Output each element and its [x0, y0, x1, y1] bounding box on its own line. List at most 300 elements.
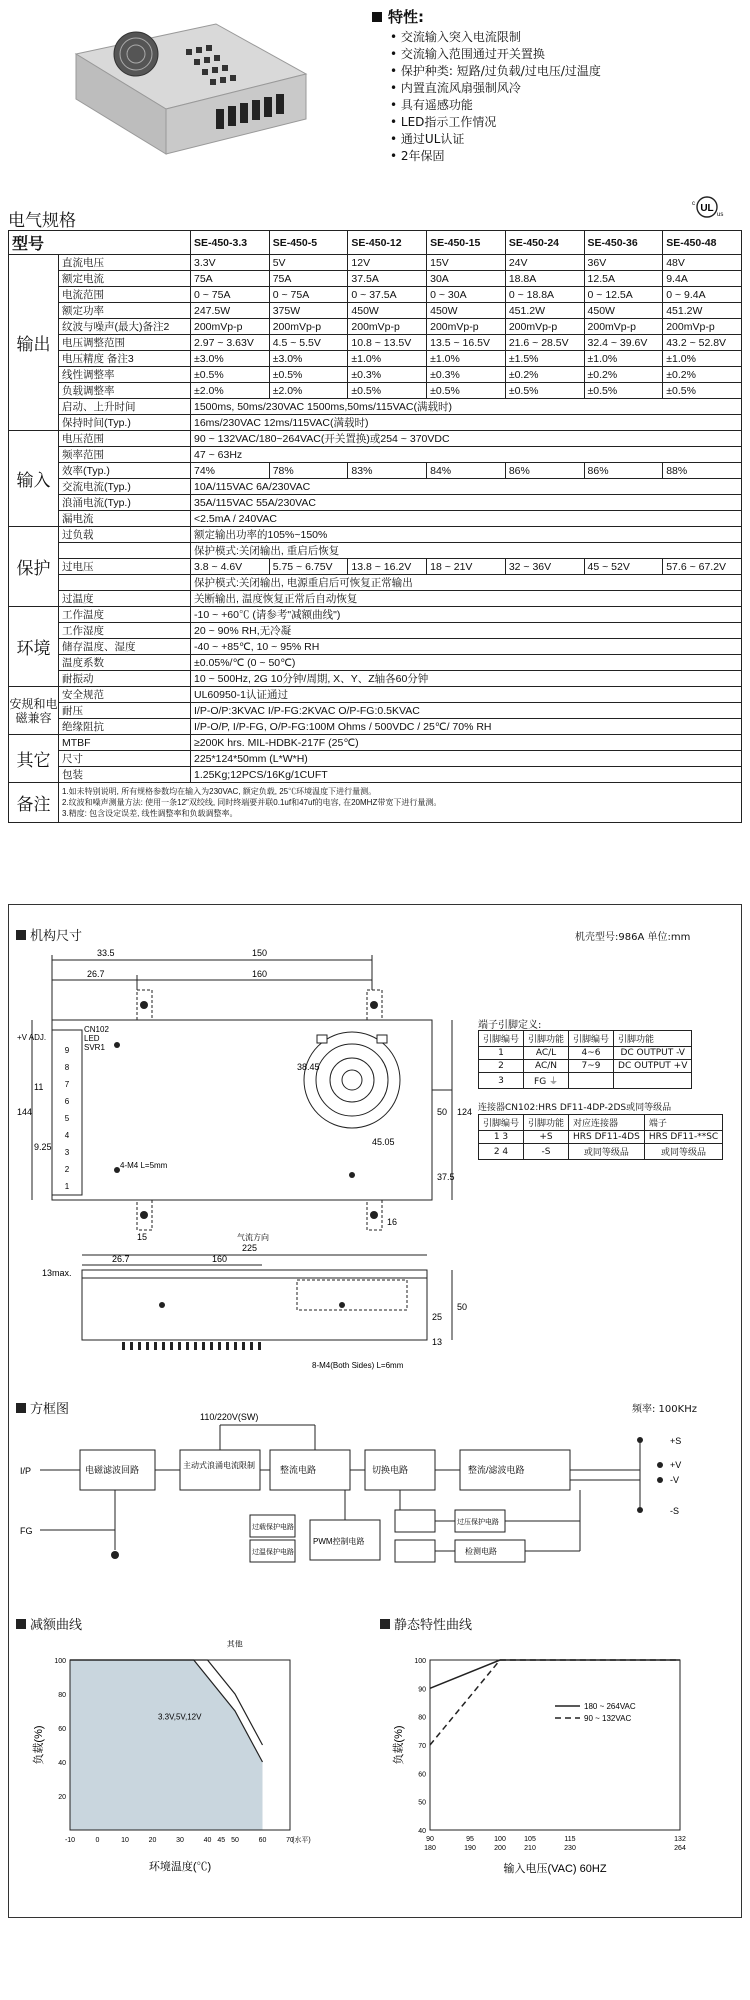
spec-cell: 工作温度 [59, 607, 191, 623]
static-title: 静态特性曲线 [394, 1618, 473, 1633]
x-tick-label: 95 [466, 1836, 474, 1843]
spec-row [9, 527, 742, 543]
dim-label: 124 [457, 1107, 473, 1117]
x-tick-label: 90 [426, 1836, 434, 1843]
spec-cell: 电压范围 [59, 431, 191, 447]
table-cell [614, 1073, 692, 1089]
output-label: -V [670, 1475, 679, 1485]
spec-row [9, 319, 742, 335]
spec-cell: 电流范围 [59, 287, 191, 303]
spec-cell: 10A/115VAC 6A/230VAC [191, 479, 742, 495]
box-olp: 过载保护电路 [252, 1524, 294, 1531]
svg-text:8: 8 [64, 1063, 70, 1072]
derating-title: 减额曲线 [30, 1618, 83, 1633]
dim-label: 45.05 [372, 1137, 395, 1147]
x-axis-label: 环境温度(℃) [148, 1861, 212, 1873]
spec-cell: ±0.5% [584, 383, 663, 399]
plot-frame [430, 1660, 680, 1830]
spec-cell: 安全规范 [59, 687, 191, 703]
spec-cell: 0 ~ 37.5A [348, 287, 427, 303]
box-switch: 切换电路 [372, 1465, 409, 1475]
table-cell: DC OUTPUT +V [614, 1060, 692, 1073]
x-tick-label: 40 [203, 1837, 212, 1844]
spec-row [9, 591, 742, 607]
product-photo [66, 14, 311, 164]
svg-text:4: 4 [64, 1131, 70, 1140]
spec-cell: 耐振动 [59, 671, 191, 687]
spec-cell: 48V [663, 255, 742, 271]
spec-cell: 绝缘阻抗 [59, 719, 191, 735]
feature-item: • 保护种类: 短路/过负载/过电压/过温度 [390, 63, 732, 80]
spec-cell: 200mVp-p [348, 319, 427, 335]
spec-cell: 10 ~ 500Hz, 2G 10分钟/周期, X、Y、Z轴各60分钟 [191, 671, 742, 687]
spec-cell: 200mVp-p [663, 319, 742, 335]
led-label: LED [84, 1034, 100, 1043]
spec-cell: UL60950-1认证通过 [191, 687, 742, 703]
table-cell: HRS DF11-4DS [569, 1131, 645, 1144]
block-diagram [20, 1410, 730, 1590]
spec-cell: 450W [584, 303, 663, 319]
spec-row [9, 735, 742, 751]
spec-row [9, 703, 742, 719]
spec-cell: 负载调整率 [59, 383, 191, 399]
x-tick-label: 210 [524, 1845, 536, 1852]
spec-row [9, 767, 742, 783]
table-row [479, 1073, 692, 1089]
box-rect: 整流电路 [280, 1465, 317, 1475]
spec-cell: ±3.0% [269, 351, 348, 367]
spec-cell: 0 ~ 30A [427, 287, 506, 303]
spec-cell: I/P-O/P, I/P-FG, O/P-FG:100M Ohms / 500VDC / 25℃/ 70% RH [191, 719, 742, 735]
spec-cell: ±3.0% [191, 351, 270, 367]
spec-cell: 3.8 ~ 4.6V [191, 559, 270, 575]
feature-item: • 交流输入突入电流限制 [390, 29, 732, 46]
spec-cell: -40 ~ +85℃, 10 ~ 95% RH [191, 639, 742, 655]
spec-cell: ±1.0% [663, 351, 742, 367]
table-cell: -S [524, 1144, 569, 1160]
x-tick-label: 264 [674, 1845, 686, 1852]
x-tick-label: 0 [95, 1837, 100, 1844]
output-label: -S [670, 1506, 679, 1516]
table-header-cell: 引脚编号 [569, 1031, 614, 1047]
spec-cell: ≥200K hrs. MIL-HDBK-217F (25℃) [191, 735, 742, 751]
note-line: 1.如未特别说明, 所有规格参数均在输入为230VAC, 额定负载, 25℃环境温度下进行量测。 [62, 787, 377, 796]
spec-cell: ±0.3% [427, 367, 506, 383]
dim-label: 225 [242, 1243, 258, 1253]
spec-cell: 32.4 ~ 39.6V [584, 335, 663, 351]
spec-row [9, 287, 742, 303]
y-axis-label: 负载(%) [393, 1725, 405, 1765]
box-inrush: 主动式浪涌电流限制 [183, 1461, 255, 1470]
spec-cell: ±1.5% [505, 351, 584, 367]
spec-cell: 90 ~ 132VAC/180~264VAC(开关置换)或254 ~ 370VDC [191, 431, 742, 447]
dim-label: 16 [387, 1217, 398, 1227]
features-title: 特性: [388, 8, 424, 26]
spec-cell: 保护模式:关闭输出, 电源重启后可恢复正常输出 [191, 575, 742, 591]
spec-cell: 储存温度、湿度 [59, 639, 191, 655]
x-tick-label: 100 [494, 1836, 506, 1843]
spec-row [9, 367, 742, 383]
spec-cell: 关断输出, 温度恢复正常后自动恢复 [191, 591, 742, 607]
spec-cell: 启动、上升时间 [59, 399, 191, 415]
feature-item: • 内置直流风扇强制风冷 [390, 80, 732, 97]
dim-label: 26.7 [112, 1254, 130, 1264]
spec-cell: 36V [584, 255, 663, 271]
table-cell: +S [524, 1131, 569, 1144]
spec-cell: 43.2 ~ 52.8V [663, 335, 742, 351]
svg-text:UL: UL [700, 203, 714, 214]
fg-label: FG [20, 1526, 33, 1536]
spec-cell: 2.97 ~ 3.63V [191, 335, 270, 351]
frequency-label: 频率: 100KHz [632, 1404, 697, 1415]
table-cell: 7~9 [569, 1060, 614, 1073]
svg-text:6: 6 [64, 1097, 70, 1106]
spec-group-label: 环境 [9, 607, 59, 687]
svg-text:5: 5 [64, 1114, 70, 1123]
spec-cell: ±0.5% [348, 383, 427, 399]
svg-text:2: 2 [64, 1165, 70, 1174]
spec-cell: 16ms/230VAC 12ms/115VAC(满载时) [191, 415, 742, 431]
square-bullet-icon [380, 1619, 390, 1629]
spec-row [9, 671, 742, 687]
spec-cell: 10.8 ~ 13.5V [348, 335, 427, 351]
x-tick-label: 115 [564, 1836, 576, 1843]
spec-cell: 线性调整率 [59, 367, 191, 383]
spec-row [9, 383, 742, 399]
x-tick-label: 132 [674, 1836, 686, 1843]
mech-title: 机构尺寸 [30, 929, 83, 944]
spec-cell: 20 ~ 90% RH,无冷凝 [191, 623, 742, 639]
table-row [479, 1144, 723, 1160]
table-cell: DC OUTPUT -V [614, 1047, 692, 1060]
spec-cell: 86% [584, 463, 663, 479]
spec-cell: 3.3V [191, 255, 270, 271]
box-ovp: 过压保护电路 [457, 1519, 499, 1526]
spec-cell: 57.6 ~ 67.2V [663, 559, 742, 575]
spec-cell: 18.8A [505, 271, 584, 287]
x-tick-label: 50 [231, 1837, 239, 1844]
spec-cell: 18 ~ 21V [427, 559, 506, 575]
spec-cell: 13.8 ~ 16.2V [348, 559, 427, 575]
feature-item: • 通过UL认证 [390, 131, 732, 148]
note-line: 3.精度: 包含设定误差, 线性调整率和负载调整率。 [62, 809, 238, 818]
spec-cell: MTBF [59, 735, 191, 751]
table-header-cell: 引脚功能 [524, 1031, 569, 1047]
dim-label: 37.5 [437, 1172, 455, 1182]
spec-cell: 451.2W [505, 303, 584, 319]
connector-table [478, 1114, 723, 1160]
spec-cell: ±0.3% [348, 367, 427, 383]
x-tick-label: 180 [424, 1845, 436, 1852]
block-title: 方框图 [30, 1402, 70, 1417]
y-tick-label: 80 [58, 1692, 66, 1699]
notes-cell [59, 783, 742, 823]
spec-cell: SE-450-5 [269, 231, 348, 255]
svr1-label: SVR1 [84, 1043, 105, 1052]
output-label: +V [670, 1460, 682, 1470]
spec-cell: 78% [269, 463, 348, 479]
spec-cell: 5V [269, 255, 348, 271]
spec-cell: 0 ~ 9.4A [663, 287, 742, 303]
table-cell: 2 [479, 1060, 524, 1073]
dim-label: 9.25 [34, 1142, 52, 1152]
dim-label: 13 [432, 1337, 443, 1347]
spec-cell: 交流电流(Typ.) [59, 479, 191, 495]
spec-cell: SE-450-15 [427, 231, 506, 255]
y-tick-label: 60 [58, 1726, 66, 1733]
spec-group-label: 其它 [9, 735, 59, 783]
x-tick-label: 30 [176, 1837, 184, 1844]
static-chart [380, 1640, 710, 1890]
square-bullet-icon [372, 12, 382, 22]
x-axis-label: 输入电压(VAC) 60HZ [503, 1863, 607, 1875]
spec-cell: 额定电流 [59, 271, 191, 287]
output-label: +S [670, 1436, 682, 1446]
spec-group-label: 输出 [9, 255, 59, 431]
x-tick-label: -10 [64, 1837, 76, 1844]
table-header-row [479, 1115, 723, 1131]
features-heading [372, 6, 732, 27]
spec-title: 电气规格 [8, 211, 76, 231]
spec-row [9, 655, 742, 671]
spec-cell: 9.4A [663, 271, 742, 287]
dim-label: 38.45 [297, 1062, 320, 1072]
dim-label: 15 [137, 1232, 148, 1242]
spec-cell: 450W [348, 303, 427, 319]
dim-label: 25 [432, 1312, 443, 1322]
spec-group-label: 输入 [9, 431, 59, 527]
spec-cell: 过温度 [59, 591, 191, 607]
svg-text:us: us [717, 212, 724, 218]
dim-label: 11 [34, 1082, 44, 1092]
spec-cell: 纹波与噪声(最大)备注2 [59, 319, 191, 335]
spec-cell: SE-450-3.3 [191, 231, 270, 255]
spec-cell: 24V [505, 255, 584, 271]
x-unit-label: (水平) [292, 1837, 311, 1844]
legend-label: 180 ~ 264VAC [584, 1702, 636, 1711]
spec-cell [59, 543, 191, 559]
spec-row [9, 751, 742, 767]
spec-row [9, 575, 742, 591]
spec-cell: 耐压 [59, 703, 191, 719]
spec-cell: 74% [191, 463, 270, 479]
connector-title: 连接器CN102:HRS DF11-4DP-2DS或同等级品 [478, 1103, 672, 1113]
spec-cell: SE-450-12 [348, 231, 427, 255]
spec-cell: 过负载 [59, 527, 191, 543]
static-heading [380, 1614, 472, 1633]
table-cell: FG ⏚ [524, 1073, 569, 1089]
x-tick-label: 105 [524, 1836, 536, 1843]
derating-area [70, 1660, 263, 1830]
spec-row [9, 415, 742, 431]
spec-cell: 1.25Kg;12PCS/16Kg/1CUFT [191, 767, 742, 783]
table-cell: 1 [479, 1047, 524, 1060]
spec-cell: 75A [269, 271, 348, 287]
legend-label: 90 ~ 132VAC [584, 1714, 632, 1723]
derating-heading [16, 1614, 82, 1633]
spec-cell: 45 ~ 52V [584, 559, 663, 575]
y-tick-label: 100 [414, 1658, 426, 1665]
vadj-label: +V ADJ. [17, 1033, 47, 1042]
spec-cell: -10 ~ +60℃ (请参考"减额曲线") [191, 607, 742, 623]
spec-cell: 32 ~ 36V [505, 559, 584, 575]
mechanical-drawing [12, 940, 482, 1390]
spec-row [9, 719, 742, 735]
dim-label: 160 [252, 969, 268, 979]
spec-cell: 200mVp-p [191, 319, 270, 335]
spec-cell: 4.5 ~ 5.5V [269, 335, 348, 351]
spec-cell: 35A/115VAC 55A/230VAC [191, 495, 742, 511]
switch-label: 110/220V(SW) [200, 1412, 259, 1422]
svg-text:3: 3 [64, 1148, 70, 1157]
table-header-cell: 端子 [644, 1115, 722, 1131]
spec-cell: ±1.0% [348, 351, 427, 367]
spec-row [9, 639, 742, 655]
spec-cell: 37.5A [348, 271, 427, 287]
spec-cell: 375W [269, 303, 348, 319]
spec-row [9, 303, 742, 319]
y-tick-label: 50 [418, 1799, 426, 1807]
y-tick-label: 90 [418, 1686, 426, 1694]
spec-cell: 450W [427, 303, 506, 319]
spec-cell: 200mVp-p [584, 319, 663, 335]
svg-text:1: 1 [64, 1182, 70, 1191]
spec-group-label: 安规和电磁兼容 [9, 687, 59, 735]
dim-label: 33.5 [97, 948, 115, 958]
spec-cell: ±0.2% [505, 367, 584, 383]
spec-cell: ±0.5% [427, 383, 506, 399]
table-cell: 或同等级品 [644, 1144, 722, 1160]
spec-cell: 尺寸 [59, 751, 191, 767]
table-cell: AC/N [524, 1060, 569, 1073]
airflow-label: 气流方向 [237, 1233, 269, 1242]
spec-cell: 15V [427, 255, 506, 271]
spec-cell: 5.75 ~ 6.75V [269, 559, 348, 575]
box-pwm: PWM控制电路 [313, 1537, 365, 1546]
spec-row [9, 463, 742, 479]
spec-cell: 12V [348, 255, 427, 271]
x-tick-label: 60 [258, 1837, 267, 1844]
x-tick-label: 45 [217, 1837, 226, 1844]
table-header-cell: 对应连接器 [569, 1115, 645, 1131]
y-tick-label: 70 [418, 1743, 426, 1750]
y-tick-label: 20 [58, 1794, 66, 1801]
spec-row [9, 447, 742, 463]
spec-cell: ±0.5% [663, 383, 742, 399]
spec-row [9, 479, 742, 495]
spec-cell: 83% [348, 463, 427, 479]
dim-label: 50 [457, 1302, 468, 1312]
box-emi: 电磁滤波回路 [85, 1465, 140, 1475]
table-header-cell: 引脚功能 [524, 1115, 569, 1131]
spec-cell: ±0.5% [191, 367, 270, 383]
svg-text:9: 9 [64, 1046, 70, 1055]
terminal-table [478, 1030, 692, 1089]
spec-cell: ±0.2% [663, 367, 742, 383]
spec-row [9, 255, 742, 271]
spec-cell: 工作湿度 [59, 623, 191, 639]
notes-row [9, 783, 742, 823]
spec-row [9, 623, 742, 639]
spec-cell: ±2.0% [269, 383, 348, 399]
table-cell: AC/L [524, 1047, 569, 1060]
cn102-label: CN102 [84, 1025, 109, 1034]
table-cell: HRS DF11-**SC [644, 1131, 722, 1144]
screw-note: 4-M4 L=5mm [120, 1161, 168, 1170]
x-tick-label: 200 [494, 1845, 506, 1852]
spec-row [9, 607, 742, 623]
x-tick-label: 10 [121, 1837, 129, 1844]
spec-cell: 0 ~ 75A [269, 287, 348, 303]
spec-cell: 过电压 [59, 559, 191, 575]
spec-cell: 75A [191, 271, 270, 287]
y-axis-label: 负载(%) [33, 1725, 45, 1765]
spec-cell: SE-450-24 [505, 231, 584, 255]
spec-row [9, 687, 742, 703]
dim-label: 150 [252, 948, 268, 958]
spec-cell: 电压调整范围 [59, 335, 191, 351]
spec-cell: ±0.05%/℃ (0 ~ 50℃) [191, 655, 742, 671]
x-tick-label: 230 [564, 1845, 576, 1852]
features-list [390, 29, 732, 165]
square-bullet-icon [16, 930, 26, 940]
spec-cell: 84% [427, 463, 506, 479]
y-tick-label: 40 [58, 1760, 66, 1767]
feature-item: • 2年保固 [390, 148, 732, 165]
dim-label: 144 [17, 1107, 33, 1117]
spec-cell: 保护模式:关闭输出, 重启后恢复 [191, 543, 742, 559]
table-header-cell: 引脚编号 [479, 1115, 524, 1131]
spec-cell: 86% [505, 463, 584, 479]
y-tick-label: 100 [54, 1658, 66, 1665]
spec-cell: 型号 [9, 231, 191, 255]
dim-label: 13max. [42, 1268, 72, 1278]
spec-cell: 13.5 ~ 16.5V [427, 335, 506, 351]
spec-row [9, 335, 742, 351]
spec-cell: 直流电压 [59, 255, 191, 271]
side-screw-note: 8-M4(Both Sides) L=6mm [312, 1361, 404, 1370]
x-tick-label: 190 [464, 1845, 476, 1852]
spec-cell: 频率范围 [59, 447, 191, 463]
features-section [372, 6, 732, 165]
table-cell: 3 [479, 1073, 524, 1089]
spec-cell: 1500ms, 50ms/230VAC 1500ms,50ms/115VAC(满载时) [191, 399, 742, 415]
spec-cell: 12.5A [584, 271, 663, 287]
dim-label: 160 [212, 1254, 228, 1264]
spec-cell: SE-450-36 [584, 231, 663, 255]
feature-item: • 具有遥感功能 [390, 97, 732, 114]
spec-cell: 0 ~ 18.8A [505, 287, 584, 303]
spec-cell: 247.5W [191, 303, 270, 319]
spec-cell: ±1.0% [584, 351, 663, 367]
spec-row [9, 431, 742, 447]
spec-cell: 包装 [59, 767, 191, 783]
spec-row [9, 559, 742, 575]
spec-cell: ±0.5% [269, 367, 348, 383]
spec-cell [59, 575, 191, 591]
y-tick-label: 40 [418, 1828, 426, 1835]
terminal-title: 端子引脚定义: [478, 1020, 542, 1031]
feature-item: • LED指示工作情况 [390, 114, 732, 131]
spec-cell: 225*124*50mm (L*W*H) [191, 751, 742, 767]
spec-cell: 88% [663, 463, 742, 479]
table-header-cell: 引脚功能 [614, 1031, 692, 1047]
x-tick-label: 70 [286, 1837, 294, 1844]
table-cell: 4~6 [569, 1047, 614, 1060]
spec-group-label: 保护 [9, 527, 59, 607]
case-info: 机壳型号:986A 单位:mm [575, 932, 691, 943]
spec-cell: 200mVp-p [427, 319, 506, 335]
